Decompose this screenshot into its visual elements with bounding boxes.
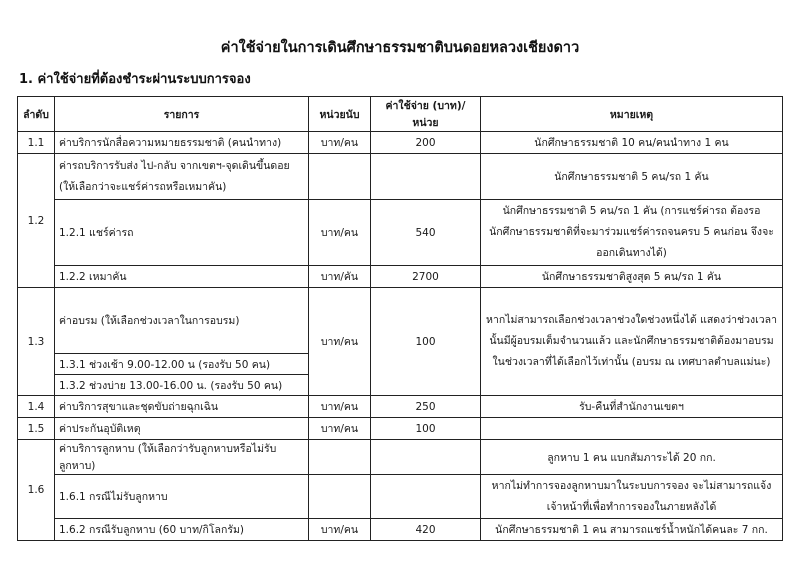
cell-no: 1.6 xyxy=(18,440,55,541)
table-row xyxy=(18,154,783,200)
cost-table xyxy=(17,96,783,541)
cell-note: นักศึกษาธรรมชาติ 5 คน/รถ 1 คัน (การแชร์ค่ารถ ต้องรอนักศึกษาธรรมชาติที่จะมาร่วมแชร์ค่ารถจนครบ 5 คนก่อน จึงจะออกเดินทางได้) xyxy=(481,200,783,266)
cell-no: 1.2 xyxy=(18,154,55,288)
cell-unit xyxy=(309,475,371,519)
table-row xyxy=(18,266,783,288)
header-no: ลำดับ xyxy=(18,97,55,132)
cell-cost xyxy=(371,440,481,475)
cell-unit: บาท/คน xyxy=(309,132,371,154)
cell-item: ค่าประกันอุบัติเหตุ xyxy=(55,418,309,440)
cell-unit: บาท/คน xyxy=(309,200,371,266)
cell-cost: 420 xyxy=(371,519,481,541)
cell-cost: 2700 xyxy=(371,266,481,288)
cell-unit xyxy=(309,154,371,200)
cell-unit: บาท/คน xyxy=(309,418,371,440)
cell-item: ค่าอบรม (ให้เลือกช่วงเวลาในการอบรม) xyxy=(55,288,309,354)
cell-no: 1.3 xyxy=(18,288,55,396)
cell-item: ค่าบริการสุขาและชุดขับถ่ายฉุกเฉิน xyxy=(55,396,309,418)
cell-item: 1.6.2 กรณีรับลูกหาบ (60 บาท/กิโลกรัม) xyxy=(55,519,309,541)
cell-item: 1.2.1 แชร์ค่ารถ xyxy=(55,200,309,266)
cell-cost: 250 xyxy=(371,396,481,418)
cell-no: 1.4 xyxy=(18,396,55,418)
document-title: ค่าใช้จ่ายในการเดินศึกษาธรรมชาติบนดอยหลวงเชียงดาว xyxy=(220,40,580,56)
cell-no: 1.1 xyxy=(18,132,55,154)
cell-item: 1.3.2 ช่วงบ่าย 13.00-16.00 น. (รองรับ 50 คน) xyxy=(55,375,309,396)
cell-unit: บาท/คน xyxy=(309,519,371,541)
table-row xyxy=(18,440,783,475)
cell-unit: บาท/คน xyxy=(309,288,371,396)
cell-item: ค่าบริการนักสื่อความหมายธรรมชาติ (คนนำทาง) xyxy=(55,132,309,154)
cell-note: ลูกหาบ 1 คน แบกสัมภาระได้ 20 กก. xyxy=(481,440,783,475)
cell-item: 1.2.2 เหมาคัน xyxy=(55,266,309,288)
table-row xyxy=(18,200,783,266)
cell-item: ค่ารถบริการรับส่ง ไป-กลับ จากเขตฯ-จุดเดินขึ้นดอย (ให้เลือกว่าจะแชร์ค่ารถหรือเหมาคัน) xyxy=(55,154,309,200)
cell-unit xyxy=(309,440,371,475)
cell-unit: บาท/คัน xyxy=(309,266,371,288)
cell-cost: 540 xyxy=(371,200,481,266)
cell-cost: 100 xyxy=(371,418,481,440)
table-row xyxy=(18,396,783,418)
cell-note: หากไม่สามารถเลือกช่วงเวลาช่วงใดช่วงหนึ่งได้ แสดงว่าช่วงเวลานั้นมีผู้อบรมเต็มจำนวนแล้ว และนักศึกษาธรรมชาติต้องมาอบรมในช่วงเวลาที่ได้เลือกไว้เท่านั้น (อบรม ณ เทศบาลตำบลแม่นะ) xyxy=(481,288,783,396)
cell-cost xyxy=(371,475,481,519)
table-row xyxy=(18,132,783,154)
cell-cost: 100 xyxy=(371,288,481,396)
table-row xyxy=(18,288,783,354)
header-note: หมายเหตุ xyxy=(481,97,783,132)
cell-note: นักศึกษาธรรมชาติ 10 คน/คนนำทาง 1 คน xyxy=(481,132,783,154)
cell-note: นักศึกษาธรรมชาติ 1 คน สามารถแชร์น้ำหนักได้คนละ 7 กก. xyxy=(481,519,783,541)
cell-cost: 200 xyxy=(371,132,481,154)
cell-unit: บาท/คน xyxy=(309,396,371,418)
cell-cost xyxy=(371,154,481,200)
cell-note: นักศึกษาธรรมชาติ 5 คน/รถ 1 คัน xyxy=(481,154,783,200)
cell-item: 1.3.1 ช่วงเช้า 9.00-12.00 น (รองรับ 50 คน) xyxy=(55,354,309,375)
table-row xyxy=(18,519,783,541)
cell-note: นักศึกษาธรรมชาติสูงสุด 5 คน/รถ 1 คัน xyxy=(481,266,783,288)
table-row xyxy=(18,475,783,519)
cell-note xyxy=(481,418,783,440)
header-item: รายการ xyxy=(55,97,309,132)
header-unit: หน่วยนับ xyxy=(309,97,371,132)
cell-note: หากไม่ทำการจองลูกหาบมาในระบบการจอง จะไม่สามารถแจ้งเจ้าหน้าที่เพื่อทำการจองในภายหลังได้ xyxy=(481,475,783,519)
cell-item: 1.6.1 กรณีไม่รับลูกหาบ xyxy=(55,475,309,519)
cell-no: 1.5 xyxy=(18,418,55,440)
cell-note: รับ-คืนที่สำนักงานเขตฯ xyxy=(481,396,783,418)
table-row xyxy=(18,418,783,440)
section-heading: 1. ค่าใช้จ่ายที่ต้องชำระผ่านระบบการจอง xyxy=(19,72,251,87)
cell-item: ค่าบริการลูกหาบ (ให้เลือกว่ารับลูกหาบหรือไม่รับลูกหาบ) xyxy=(55,440,309,475)
header-cost: ค่าใช้จ่าย (บาท)/หน่วย xyxy=(371,97,481,132)
table-header-row xyxy=(18,97,783,132)
